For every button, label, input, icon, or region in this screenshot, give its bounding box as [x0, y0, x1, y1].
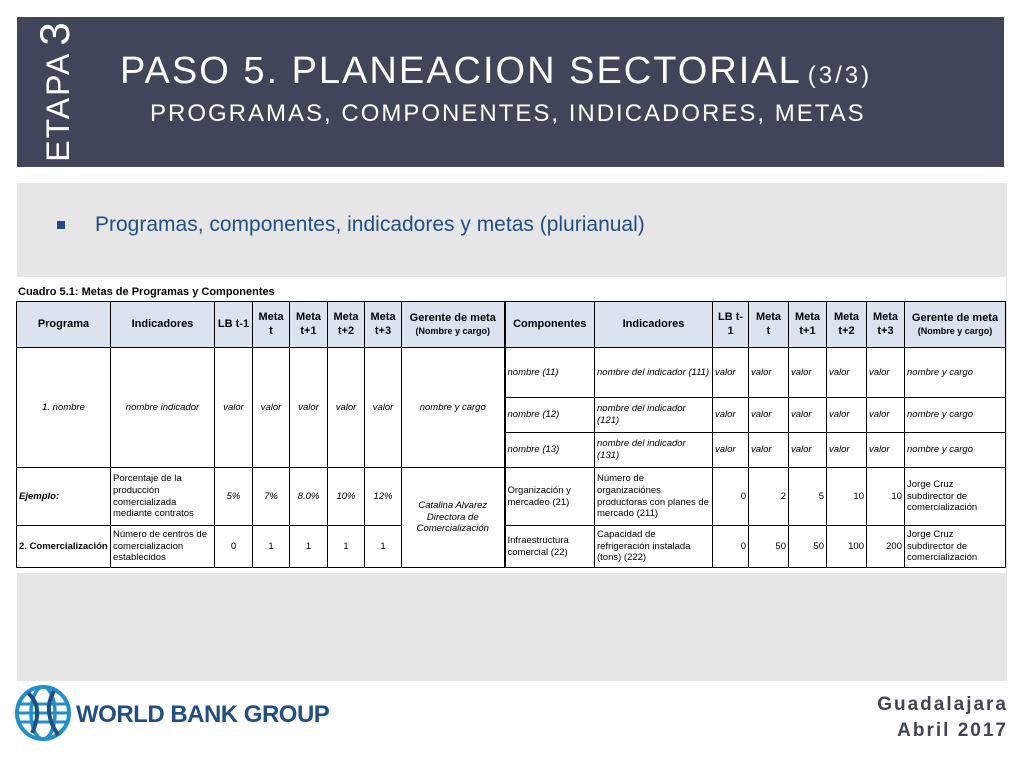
square-bullet-icon	[57, 221, 65, 229]
cell-example-lb: 0	[215, 526, 253, 568]
cell-lb-comp: valor	[713, 348, 749, 398]
cell-example-indicador-comp: Capacidad de refrigeración instalada (tons) (222)	[595, 526, 713, 568]
header-meta-t2-2: Meta t+2	[827, 302, 867, 348]
cell-gerente-comp: nombre y cargo	[905, 398, 1006, 433]
table-row	[17, 526, 1006, 568]
cell-example-meta-t2: 1	[328, 526, 365, 568]
cell-indicador-comp: nombre del indicador (111)	[595, 348, 713, 398]
goals-table-area	[15, 277, 1006, 573]
cell-meta-t2-comp: valor	[827, 348, 867, 398]
cell-gerente: nombre y cargo	[402, 348, 505, 468]
cell-example-programa: 2. Comercialización	[17, 526, 111, 568]
cell-example-meta-t2-comp: 100	[827, 526, 867, 568]
cell-example-componente: Organización y mercadeo (21)	[505, 468, 595, 526]
header-gerente-2: Gerente de meta (Nombre y cargo)	[905, 302, 1006, 348]
footer-city: Guadalajara	[877, 694, 1008, 715]
cell-meta-t-comp: valor	[749, 348, 789, 398]
cell-example-componente: Infraestructura comercial (22)	[505, 526, 595, 568]
header-meta-t1-2: Meta t+1	[789, 302, 827, 348]
cell-example-meta-t: 1	[253, 526, 290, 568]
cell-meta-t3-comp: valor	[867, 348, 905, 398]
header-lb: LB t-1	[215, 302, 253, 348]
cell-example-gerente-comp: Jorge Cruz subdirector de comercialización	[905, 526, 1006, 568]
stage-label	[30, 22, 80, 162]
cell-programa: 1. nombre	[17, 348, 111, 468]
header-componentes: Componentes	[505, 302, 595, 348]
world-bank-logo	[14, 683, 330, 745]
cell-meta-t-comp: valor	[749, 433, 789, 468]
goals-table	[16, 301, 1006, 568]
cell-meta-t3: valor	[365, 348, 402, 468]
cell-meta-t1-comp: valor	[789, 398, 827, 433]
cell-meta-t2-comp: valor	[827, 433, 867, 468]
cell-example-gerente: Catalina Alvarez Directora de Comercialización	[402, 468, 505, 568]
cell-example-meta-t1: 8.0%	[290, 468, 328, 526]
stage-word: ETAPA	[40, 51, 76, 162]
cell-example-meta-t3-comp: 200	[867, 526, 905, 568]
slide-subtitle: PROGRAMAS, COMPONENTES, INDICADORES, METAS	[150, 100, 866, 127]
table-header-row	[17, 302, 1006, 348]
cell-meta-t-comp: valor	[749, 398, 789, 433]
cell-meta-t2: valor	[328, 348, 365, 468]
cell-lb-comp: valor	[713, 398, 749, 433]
cell-meta-t1-comp: valor	[789, 348, 827, 398]
cell-meta-t2-comp: valor	[827, 398, 867, 433]
cell-example-indicador-comp: Número de organizaciónes productoras con planes de mercado (211)	[595, 468, 713, 526]
globe-icon	[14, 683, 72, 743]
cell-example-gerente-comp: Jorge Cruz subdirector de comercialización	[905, 468, 1006, 526]
header-meta-t: Meta t	[253, 302, 290, 348]
cell-meta-t3-comp: valor	[867, 398, 905, 433]
slide-title-text: PASO 5. PLANEACION SECTORIAL	[120, 50, 802, 92]
slide-title	[120, 50, 980, 93]
cell-gerente-comp: nombre y cargo	[905, 348, 1006, 398]
stage-number: 3	[31, 22, 78, 46]
cell-componente: nombre (13)	[505, 433, 595, 468]
cell-example-meta-t3: 12%	[365, 468, 402, 526]
header-lb-2: LB t-1	[713, 302, 749, 348]
header-meta-t3-2: Meta t+3	[867, 302, 905, 348]
cell-componente: nombre (12)	[505, 398, 595, 433]
header-meta-t-2: Meta t	[749, 302, 789, 348]
cell-example-lb: 5%	[215, 468, 253, 526]
header-programa: Programa	[17, 302, 111, 348]
cell-example-meta-t2: 10%	[328, 468, 365, 526]
cell-meta-t1: valor	[290, 348, 328, 468]
cell-example-meta-t1-comp: 50	[789, 526, 827, 568]
cell-example-meta-t3: 1	[365, 526, 402, 568]
cell-example-label: Ejemplo:	[17, 468, 111, 526]
logo-text: WORLD BANK GROUP	[76, 701, 330, 728]
cell-example-meta-t2-comp: 10	[827, 468, 867, 526]
cell-example-meta-t1: 1	[290, 526, 328, 568]
header-indicadores: Indicadores	[111, 302, 215, 348]
cell-example-meta-t3-comp: 10	[867, 468, 905, 526]
cell-indicador: nombre indicador	[111, 348, 215, 468]
cell-lb: valor	[215, 348, 253, 468]
cell-indicador-comp: nombre del indicador (131)	[595, 433, 713, 468]
cell-componente: nombre (11)	[505, 348, 595, 398]
cell-example-meta-t1-comp: 5	[789, 468, 827, 526]
cell-meta-t3-comp: valor	[867, 433, 905, 468]
cell-meta-t: valor	[253, 348, 290, 468]
header-gerente: Gerente de meta (Nombre y cargo)	[402, 302, 505, 348]
slide-title-fraction: (3/3)	[807, 62, 873, 89]
cell-gerente-comp: nombre y cargo	[905, 433, 1006, 468]
header-indicadores-2: Indicadores	[595, 302, 713, 348]
cell-indicador-comp: nombre del indicador (121)	[595, 398, 713, 433]
header-meta-t2: Meta t+2	[328, 302, 365, 348]
cell-example-indicador: Porcentaje de la producción comercializada mediante contratos	[111, 468, 215, 526]
table-caption: Cuadro 5.1: Metas de Programas y Componentes	[18, 286, 275, 298]
cell-example-meta-t: 7%	[253, 468, 290, 526]
header-meta-t1: Meta t+1	[290, 302, 328, 348]
cell-example-lb-comp: 0	[713, 526, 749, 568]
cell-example-lb-comp: 0	[713, 468, 749, 526]
header-meta-t3: Meta t+3	[365, 302, 402, 348]
cell-example-meta-t-comp: 50	[749, 526, 789, 568]
table-row	[17, 348, 1006, 398]
table-row	[17, 468, 1006, 526]
bullet-text: Programas, componentes, indicadores y metas (plurianual)	[95, 213, 645, 236]
cell-example-indicador: Número de centros de comercializacion establecidos	[111, 526, 215, 568]
cell-example-meta-t-comp: 2	[749, 468, 789, 526]
footer-date: Abril 2017	[897, 720, 1008, 741]
cell-lb-comp: valor	[713, 433, 749, 468]
cell-meta-t1-comp: valor	[789, 433, 827, 468]
